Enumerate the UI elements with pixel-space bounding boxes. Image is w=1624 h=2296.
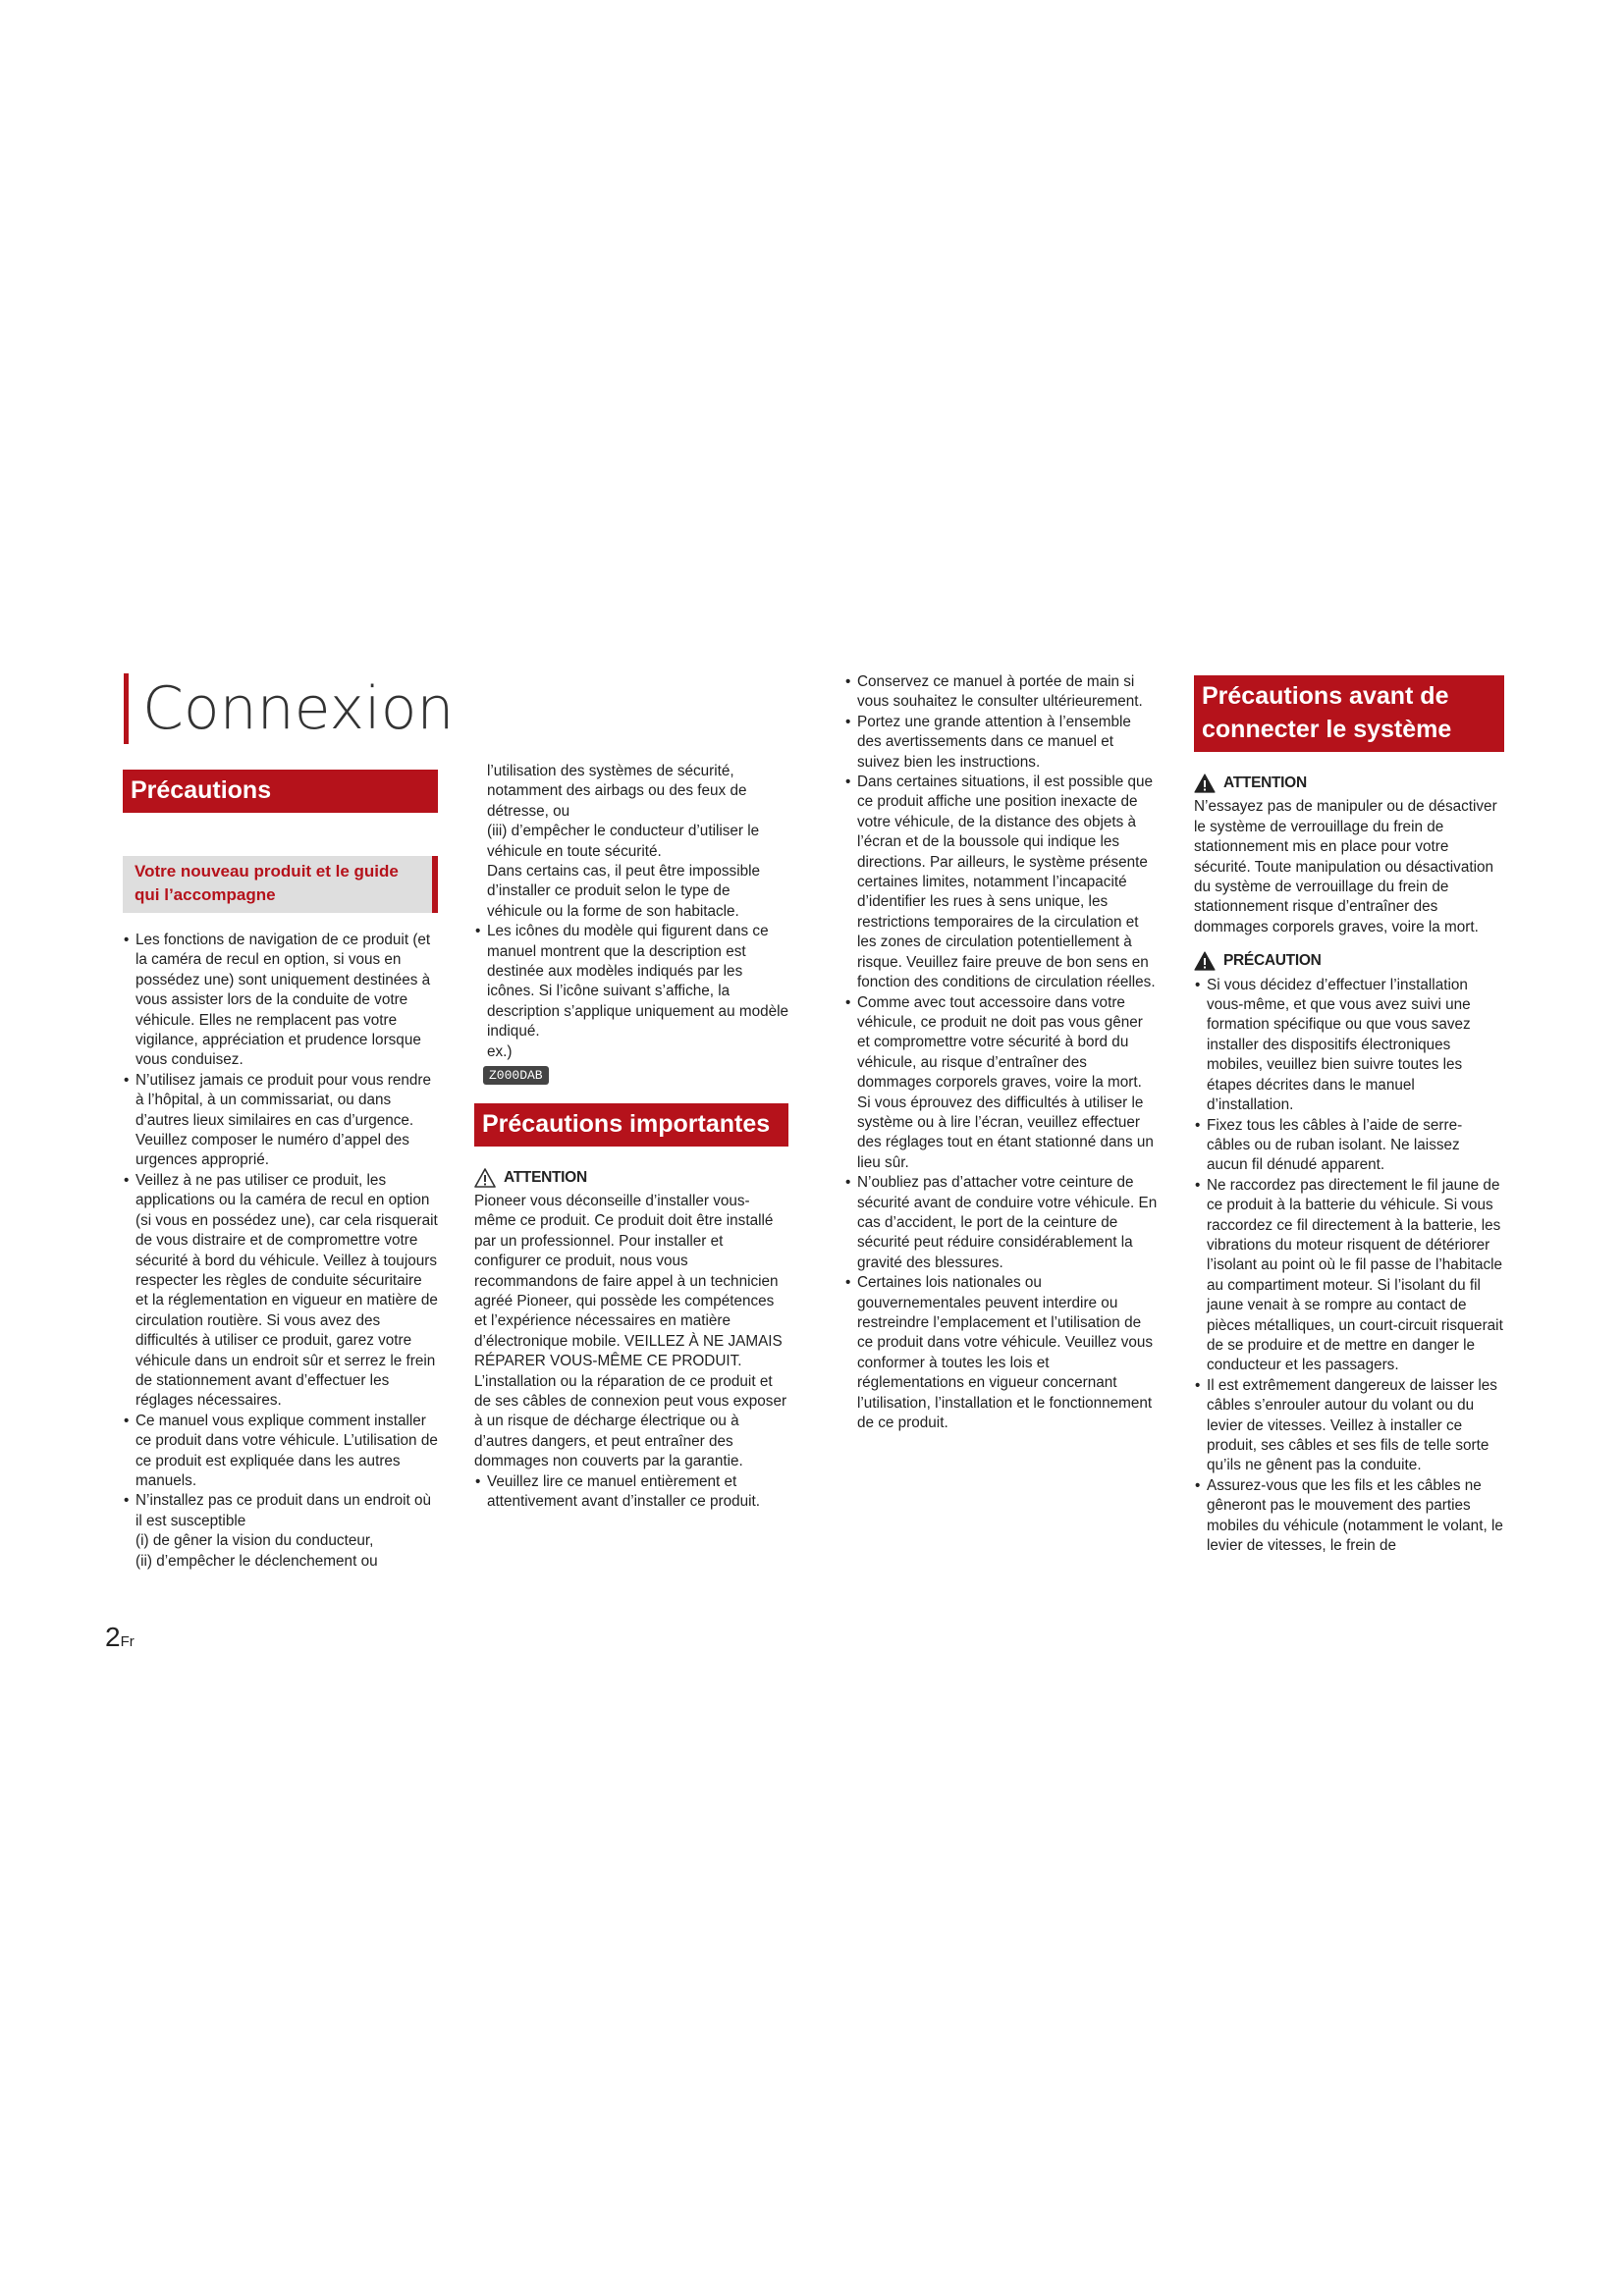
- continuation-line: (ii) d’empêcher le déclenchement ou: [135, 1552, 378, 1570]
- list-item: • Ce manuel vous explique comment installer ce produit dans votre véhicule. L’utilisation de ce produit est expliquée dans les autres manuels.: [123, 1412, 438, 1492]
- list-item: • Si vous décidez d’effectuer l’installation vous-même, et que vous avez suivi une formation spécifique ou que vous savez installer des dispositifs électroniques mobiles, veuillez bien suivre toutes les étapes décrites dans le manuel d’installation.: [1194, 976, 1504, 1116]
- list-item: • Veuillez lire ce manuel entièrement et attentivement avant d’installer ce produit.: [474, 1472, 788, 1513]
- attention-text: N’essayez pas de manipuler ou de désactiver le système de verrouillage du frein de stationnement mis en place pour votre sécurité. Toute manipulation ou désactivation du système de verrouillage du frein de stationnement risque d’entraîner des dommages corporels graves, voire la mort.: [1194, 798, 1497, 935]
- page-number: [105, 1622, 135, 1658]
- section-heading-important-precautions: Précautions importantes: [474, 1103, 788, 1147]
- section-heading-precautions: Précautions: [123, 770, 438, 813]
- continuation-line: (i) de gêner la vision du conducteur,: [135, 1532, 374, 1550]
- attention-label: ATTENTION: [504, 1168, 587, 1186]
- list-item: • N’utilisez jamais ce produit pour vous rendre à l’hôpital, à un commissariat, ou dans d’autres lieux similaires en cas d’urgence. Veuillez composer le numéro d’appel des urgences approprié.: [123, 1071, 438, 1171]
- page-title: Connexion: [124, 673, 454, 744]
- list-item: • Portez une grande attention à l’ensemble des avertissements dans ce manuel et suivez bien les instructions.: [844, 713, 1159, 773]
- example-label: ex.): [487, 1042, 513, 1060]
- column-2: [474, 762, 788, 1512]
- general-precautions-list: [844, 672, 1159, 1433]
- column-4: [1194, 675, 1504, 1556]
- attention-heading: [474, 1168, 788, 1188]
- column-1: [123, 770, 438, 1572]
- warning-filled-icon: [1194, 774, 1216, 793]
- warning-outline-icon: [474, 1168, 496, 1188]
- list-item: • Il est extrêmement dangereux de laisser les câbles s’enrouler autour du volant ou du levier de vitesses. Veillez à installer ce produit, ses câbles et ses fils de telle sorte qu’ils ne gênent pas la conduite.: [1194, 1376, 1504, 1476]
- section-heading-before-connecting: Précautions avant de connecter le système: [1194, 675, 1504, 752]
- page-language: Fr: [120, 1633, 135, 1650]
- list-item: • Les fonctions de navigation de ce produit (et la caméra de recul en option, si vous en possédez une) sont uniquement destinées à vous assister lors de la conduite de votre véhicule. Elles ne remplacent pas votre vigilance, appréciation et prudence lorsque vous conduisez.: [123, 931, 438, 1071]
- continuation-paragraph: (iii) d’empêcher le conducteur d’utiliser le véhicule en toute sécurité.: [487, 823, 760, 860]
- attention-heading: [1194, 774, 1504, 793]
- column-3: [844, 672, 1159, 1433]
- list-item: • Certaines lois nationales ou gouvernementales peuvent interdire ou restreindre l’emplacement et l’utilisation de ce produit dans votre véhicule. Veuillez vous conformer à toutes les lois et réglementations en vigueur concernant l’utilisation, l’installation et le fonctionnement de ce produit.: [844, 1273, 1159, 1433]
- icons-list: [474, 922, 788, 1041]
- continuation-paragraph: Dans certains cas, il peut être impossible d’installer ce produit selon le type de véhicule ou la forme de son habitacle.: [487, 863, 761, 920]
- page-number-value: 2: [105, 1622, 121, 1652]
- list-item: • Dans certaines situations, il est possible que ce produit affiche une position inexacte de votre véhicule, de la distance des objets à l’écran et de la boussole qui indique les directions. Par ailleurs, le système présente certaines limites, notamment l’incapacité d’identifier les rues à sens unique, les restrictions temporaires de la circulation et les zones de circulation potentiellement à risque. Veuillez faire preuve de bon sens en fonction des conditions de circulation réelles.: [844, 773, 1159, 992]
- read-manual-list: [474, 1472, 788, 1513]
- attention-text: Pioneer vous déconseille d’installer vous-même ce produit. Ce produit doit être installé par un professionnel. Pour installer et configurer ce produit, nous vous recommandons de faire appel à un technicien agréé Pioneer, qui possède les compétences et l’expérience nécessaires en matière d’électronique mobile. VEILLEZ À NE JAMAIS RÉPARER VOUS-MÊME CE PRODUIT. L’installation ou la réparation de ce produit et de ses câbles de connexion peut vous exposer à un risque de décharge électrique ou à d’autres dangers, et peut entraîner des dommages non couverts par la garantie.: [474, 1192, 787, 1470]
- list-item: • N’oubliez pas d’attacher votre ceinture de sécurité avant de conduire votre véhicule. En cas d’accident, le port de la ceinture de sécurité peut réduire considérablement la gravité des blessures.: [844, 1173, 1159, 1273]
- list-item: • Fixez tous les câbles à l’aide de serre-câbles ou de ruban isolant. Ne laissez aucun fil dénudé apparent.: [1194, 1116, 1504, 1176]
- list-item: • Veillez à ne pas utiliser ce produit, les applications ou la caméra de recul en option (si vous en possédez une), car cela risquerait de vous distraire et de compromettre votre sécurité à bord du véhicule. Veillez à toujours respecter les règles de conduite sécuritaire et la réglementation en vigueur en matière de circulation routière. Si vous avez des difficultés à utiliser ce produit, garez votre véhicule dans un endroit sûr et serrez le frein de stationnement avant d’effectuer les réglages nécessaires.: [123, 1171, 438, 1412]
- subsection-heading-new-product: Votre nouveau produit et le guide qui l’accompagne: [123, 856, 438, 913]
- list-item: • Ne raccordez pas directement le fil jaune de ce produit à la batterie du véhicule. Si vous raccordez ce fil directement à la batterie, les vibrations du moteur risquent de détériorer l’isolant au point où le fil passe de l’habitacle au compartiment moteur. Si l’isolant du fil jaune venait à se rompre au contact de pièces métalliques, un court-circuit risquerait de se produire et de mettre en danger le conducteur et les passagers.: [1194, 1176, 1504, 1376]
- precautions-list: [123, 931, 438, 1531]
- list-item: • Comme avec tout accessoire dans votre véhicule, ce produit ne doit pas vous gêner et compromettre votre sécurité à bord du véhicule, au risque d’entraîner des dommages corporels graves, voire la mort. Si vous éprouvez des difficultés à utiliser le système ou à lire l’écran, veuillez effectuer des réglages tout en étant stationné dans un lieu sûr.: [844, 993, 1159, 1174]
- model-badge: Z000DAB: [483, 1066, 549, 1085]
- list-item: • Conservez ce manuel à portée de main si vous souhaitez le consulter ultérieurement.: [844, 672, 1159, 713]
- attention-label: ATTENTION: [1223, 774, 1307, 791]
- list-item: • Les icônes du modèle qui figurent dans ce manuel montrent que la description est destinée aux modèles indiqués par les icônes. Si l’icône suivant s’affiche, la description s’applique uniquement au modèle indiqué.: [474, 922, 788, 1041]
- continuation-paragraph: l’utilisation des systèmes de sécurité, notamment des airbags ou des feux de détresse, ou: [487, 763, 747, 820]
- precaution-heading: [1194, 951, 1504, 971]
- warning-filled-icon: [1194, 951, 1216, 971]
- precaution-label: PRÉCAUTION: [1223, 952, 1322, 970]
- installation-precautions-list: [1194, 976, 1504, 1557]
- list-item: • Assurez-vous que les fils et les câbles ne gêneront pas le mouvement des parties mobiles du véhicule (notamment le volant, le levier de vitesses, le frein de: [1194, 1476, 1504, 1557]
- list-item: • N’installez pas ce produit dans un endroit où il est susceptible: [123, 1491, 438, 1531]
